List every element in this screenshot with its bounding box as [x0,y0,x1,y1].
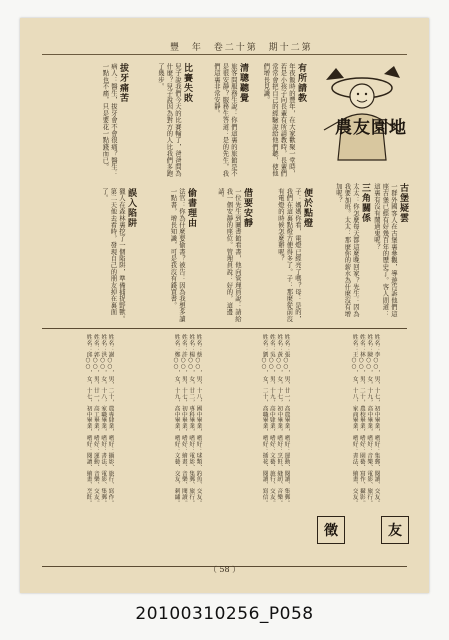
article-title: 便於點燈 [302,188,312,228]
friends-entry: 姓名：許○○，男，十七，初中畢業，嗜好：繪畫、音樂、閱讀。 [180,334,187,506]
article-text: 年夜飯時的豐年，在大家歡聚一堂時，若是小孩子向長輩有所請教時，長輩們常常會把自己的經驗說給他們聽，使他們增長見識。 [262,63,295,177]
section-divider [42,328,407,329]
article-block [211,63,249,183]
header-volume: 卷二十第 [213,43,258,53]
article-text: 獵人在森林裏挖了一個陷阱，準備捕捉野獸。第二天他去看時，發現自己的朋友掉在裏面了。 [100,188,125,322]
article-block [333,183,371,323]
article-title: 古堡疑雲 [398,183,408,223]
friends-entry: 姓名：李○○，男，十七，初中畢業，嗜好：集郵、閱讀、交友。 [373,334,379,506]
friends-entry: 姓名：劉○○，女，二十，高職畢業，嗜好：插花、閱讀、寫信。 [261,334,268,506]
article-title: 偷書理由 [186,188,196,228]
friends-entry: 姓名：謝○○，男，二十，農專肄業，嗜好：攝影、旅行、寫作。 [107,334,113,506]
article-text: 太太：你怎麼每天都這麼晚回家？先生：因為我要加班。太太：那麼你的薪水為什麼沒有增加呢？ [334,183,359,317]
friends-entry: 姓名：王○○，女，十八，家商畢業，嗜好：書法、繪畫、交友。 [351,334,358,506]
article-block [100,63,129,183]
article-text: 病人：醫生，拔牙會不會很痛？醫生：一點也不痛，只是要花一點錢而已。 [101,63,117,177]
friends-entry: 姓名：林○○，男，二十，農校畢業，嗜好：園藝、寫作、攝影。 [358,334,365,506]
article-text: 兒子說我們今天的比賽輸了，爸爸問為什麼？兒子說因為對方的人比我們多跑了幾步。 [156,63,181,177]
header-year: 年 [191,43,203,53]
friends-label-box: 徵 [317,516,345,544]
article-block [99,188,137,323]
friends-entry: 姓名：陳○○，女，十九，高中畢業，嗜好：音樂、電影、旅行。 [365,334,372,506]
friends-entry: 姓名：楊○○，女，廿二，專科畢業，嗜好：電影、集郵、旅行。 [187,334,194,506]
friends-entry: 姓名：邱○○，女，十七，初中畢業，嗜好：閱讀、繪畫、烹飪。 [85,334,92,506]
article-block [168,188,197,323]
magazine-page [20,18,429,593]
article-title: 清聰聽覺 [238,63,248,103]
friends-entry: 姓名：黃○○，女，十七，初中畢業，嗜好：烹飪、縫紉、音樂。 [275,334,282,506]
article-block [215,188,253,323]
article-text: 子：媽媽你看，電燈已經亮了嗎？母：是的，我們在這裏點燈方便得多了。子：那麼從前沒有電燈的時候怎麼辦呢？ [276,188,301,322]
article-block [261,63,307,183]
friends-column [121,334,201,562]
article-block [155,63,193,183]
column-title: 農友園地 [335,118,407,138]
friends-entry: 姓名：蔡○○，男，十八，國中畢業，嗜好：球類、釣魚、交友。 [195,334,201,506]
article-title: 拔牙痛苦 [118,63,128,103]
friends-entry: 姓名：吳○○，男，十九，高中肄業，嗜好：文藝、旅行、交友。 [268,334,275,506]
friends-entry: 姓名：張○○，男，廿一，高農畢業，嗜好：運動、閱讀、集郵。 [283,334,289,506]
friends-entry: 姓名：鄭○○，女，十九，高中畢業，嗜好：文藝、交友、刺繡。 [173,334,180,506]
page-header [170,40,319,53]
article-block [275,188,313,323]
article-block [371,183,409,323]
article-title: 借要安靜 [242,188,252,228]
article-text: 一位先生到圖書館看書，他向管理員說：請給我一個安靜的座位。管理員說：好的，這邊請。 [216,188,241,322]
article-text: 法官：你為什麼要偷書？被告：因為我想多讀一點書，增長知識，可是我沒有錢買書。 [169,188,185,322]
friends-entry: 姓名：洪○○，女，十八，家職畢業，嗜好：書法、電影、集郵。 [99,334,106,506]
page-number: （ 58 ） [208,565,241,574]
header-rule [42,54,407,55]
article-title: 誤入陷阱 [126,188,136,228]
article-title: 有所請教 [296,63,306,103]
header-mag: 豐 [170,43,182,53]
article-title: 比賽失敗 [182,63,192,103]
friends-label-box: 友 [381,516,409,544]
friends-column [41,334,113,562]
header-issue: 期十二第 [268,43,313,53]
friends-column [209,334,289,562]
article-title: 三角關係 [360,183,370,223]
article-text: 一群外國客人在古堡裏參觀，導遊告訴他們這座古堡已經有好幾百年的歷史了。客人問道：這裏有沒有鬧過鬼呢？ [372,183,397,317]
image-caption: 20100310256_P058 [135,604,314,624]
friends-entry: 姓名：郭○○，男，廿一，高工畢業，嗜好：運動、音樂、交友。 [92,334,99,506]
article-text: 旅客問服務生說：你們這裏的旅館是不是很安靜？服務生答道：是的先生，我們這裏非常安靜。 [212,63,237,177]
